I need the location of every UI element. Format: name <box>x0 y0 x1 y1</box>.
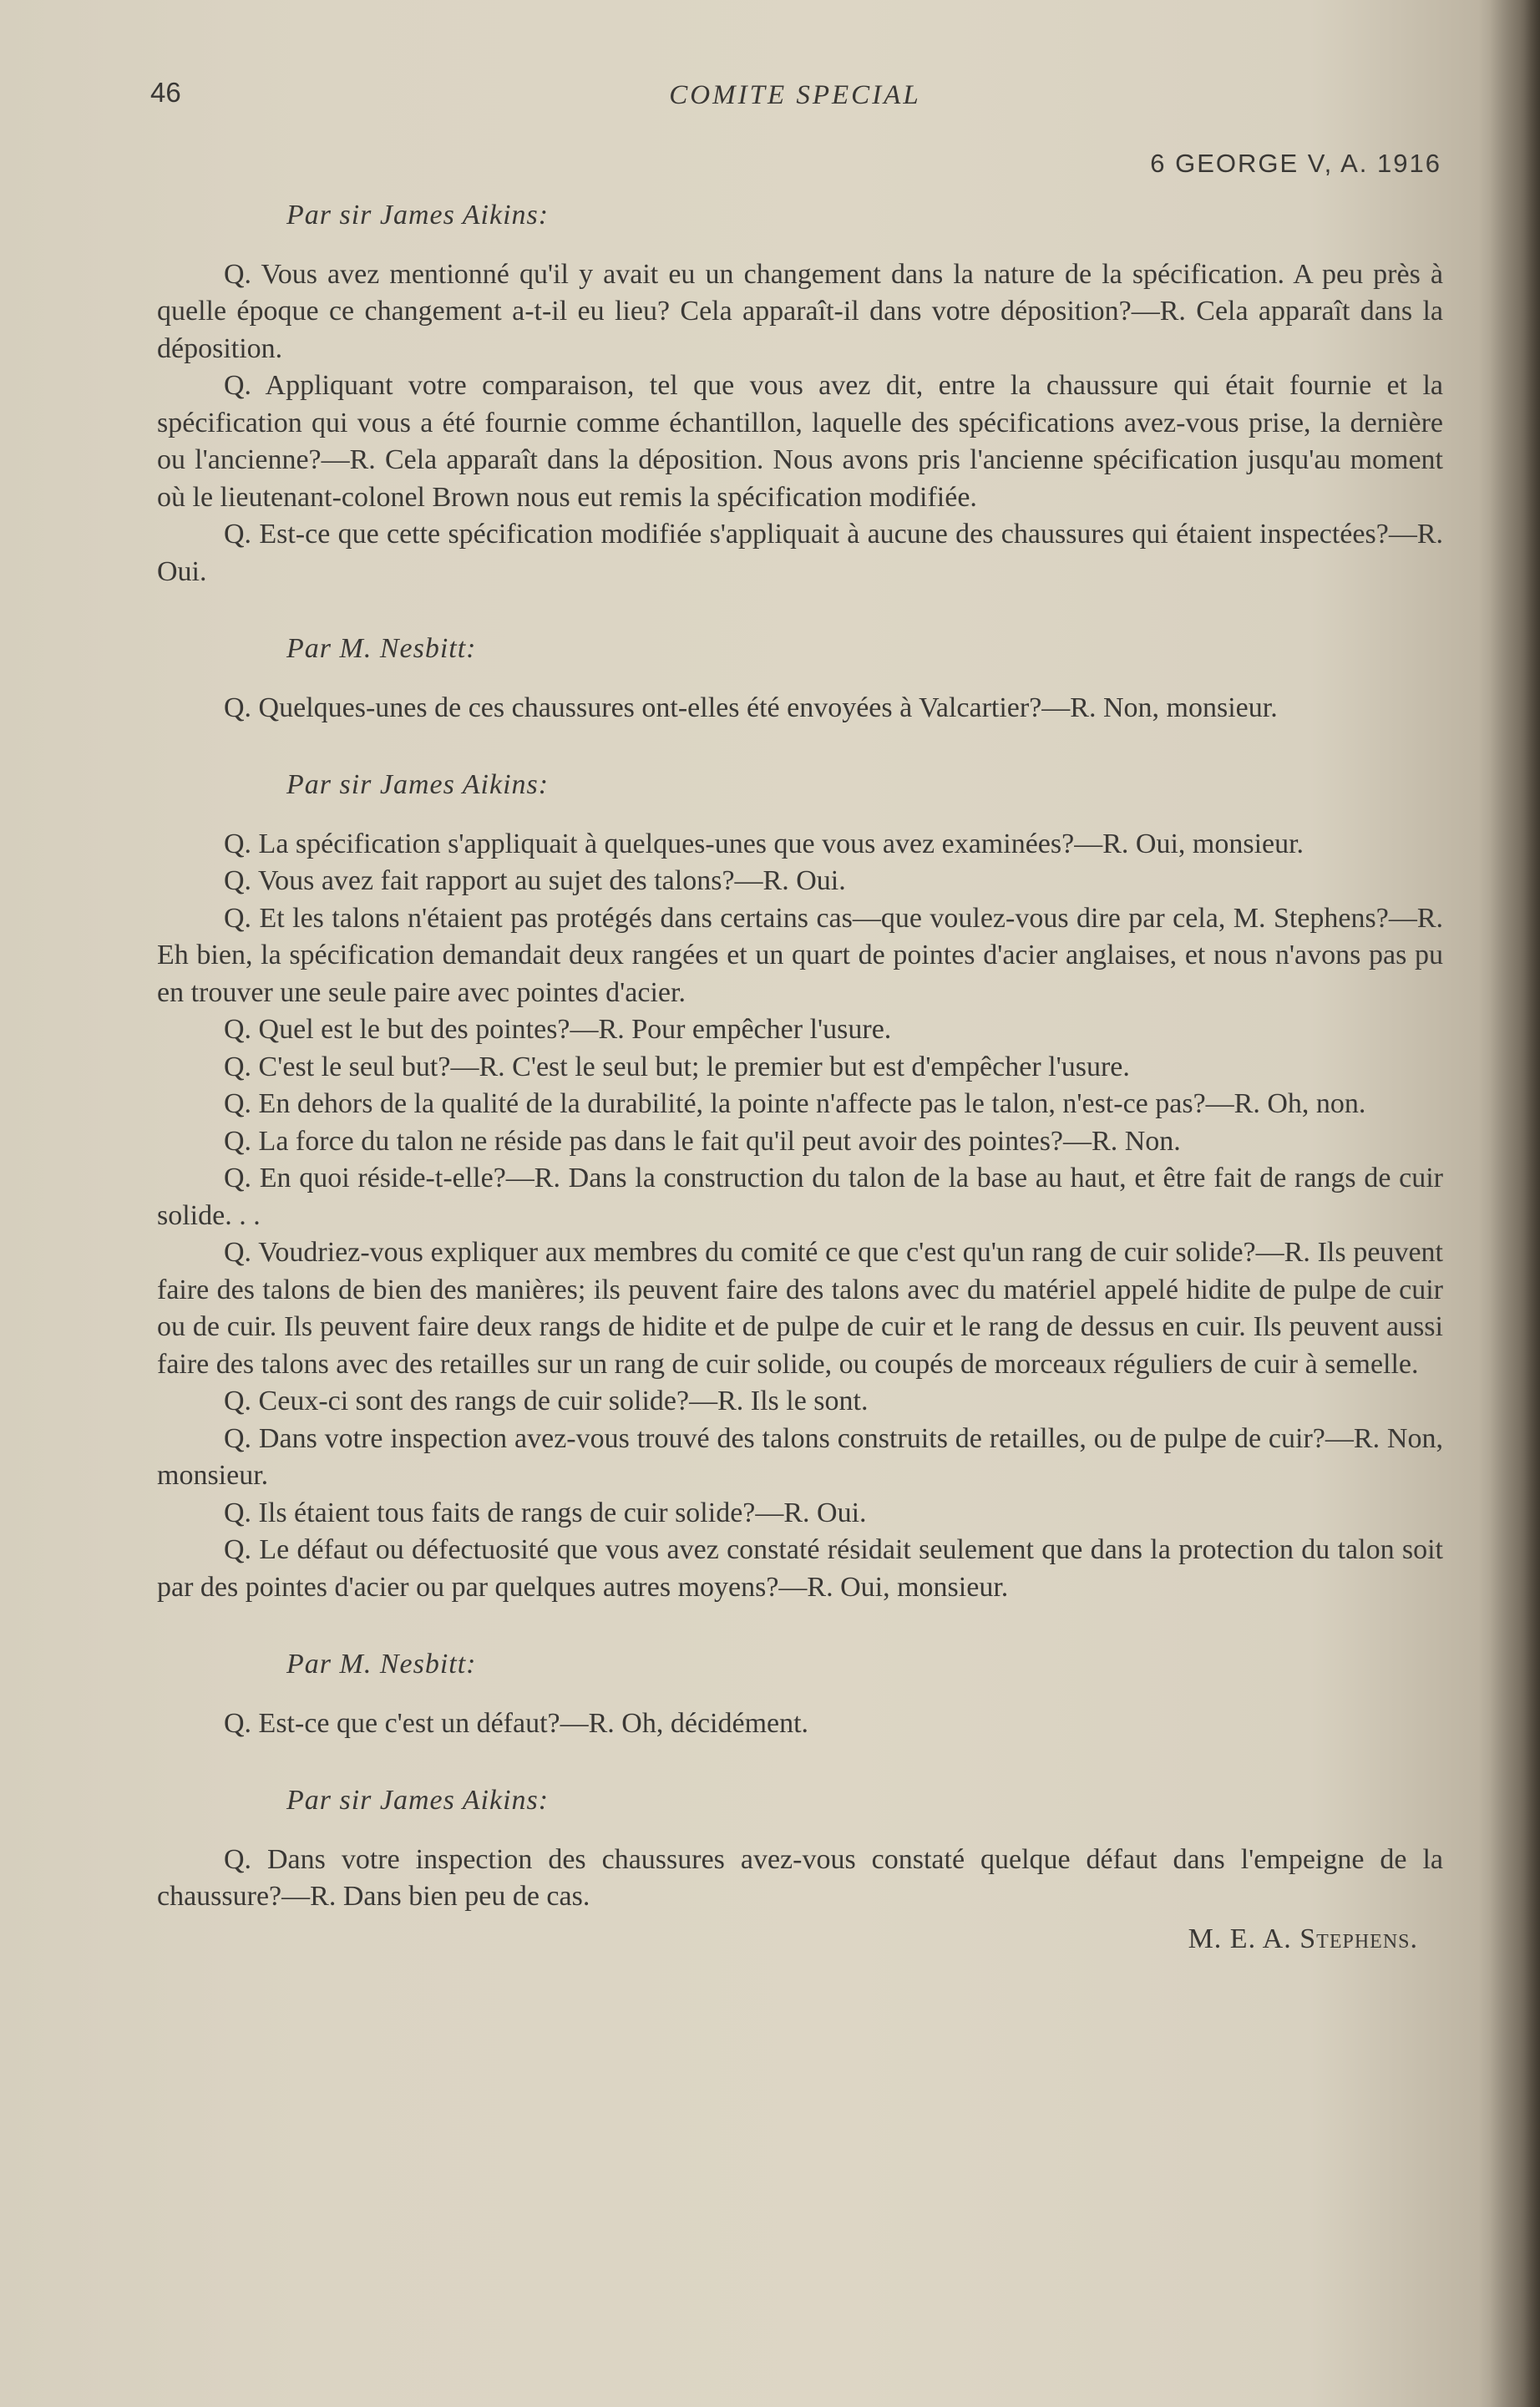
question-answer: Q. Dans votre inspection des chaussures avez-vous constaté quelque défaut dans l'empeigne de la chaussure?—R. Dans bien peu de cas. <box>157 1843 1443 1912</box>
section-5 <box>157 1782 1443 1916</box>
question-answer: Q. La spécification s'appliquait à quelques-unes que vous avez examinées?—R. Oui, monsieur. <box>224 828 1304 859</box>
speaker-heading: Par sir James Aikins: <box>286 1785 550 1816</box>
section-3 <box>157 767 1443 1606</box>
question-answer: Q. Ceux-ci sont des rangs de cuir solide?—R. Ils le sont. <box>224 1386 869 1416</box>
speaker-heading: Par M. Nesbitt: <box>286 633 477 664</box>
session-reference: 6 GEORGE V, A. 1916 <box>1150 149 1441 178</box>
section-4 <box>157 1646 1443 1742</box>
question-answer: Q. La force du talon ne réside pas dans le fait qu'il peut avoir des pointes?—R. Non. <box>224 1125 1181 1157</box>
section-1 <box>157 197 1443 590</box>
question-answer: Q. Dans votre inspection avez-vous trouvé des talons construits de retailles, ou de pulpe de cuir?—R. Non, monsieur. <box>157 1422 1443 1491</box>
section-2 <box>157 631 1443 727</box>
question-answer: Q. Est-ce que cette spécification modifiée s'appliquait à aucune des chaussures qui étaient inspectées?—R. Oui. <box>157 519 1443 587</box>
running-head: COMITE SPECIAL <box>669 80 921 110</box>
question-answer: Q. Le défaut ou défectuosité que vous avez constaté résidait seulement que dans la protection du talon soit par des pointes d'acier ou par quelques autres moyens?—R. Oui, monsieur. <box>157 1534 1443 1603</box>
signature-name: Stephens. <box>1299 1923 1418 1954</box>
signature-initials: M. E. A. <box>1188 1923 1292 1954</box>
speaker-heading: Par sir James Aikins: <box>286 769 550 800</box>
question-answer: Q. Appliquant votre comparaison, tel que vous avez dit, entre la chaussure qui était fournie et la spécification qui vous a été fournie comme échantillon, laquelle des spécifications avez-vous prise, la dernière ou l'ancienne?—R. Cela apparaît dans la déposition. Nous avons pris l'ancienne spécification jusqu'au moment où le lieutenant-colonel Brown nous eut remis la spécification modifiée. <box>157 370 1443 513</box>
question-answer: Q. Quel est le but des pointes?—R. Pour empêcher l'usure. <box>224 1014 892 1045</box>
speaker-heading: Par M. Nesbitt: <box>286 1649 477 1680</box>
question-answer: Q. Est-ce que c'est un défaut?—R. Oh, décidément. <box>224 1707 809 1739</box>
question-answer: Q. Vous avez fait rapport au sujet des talons?—R. Oui. <box>224 865 846 896</box>
question-answer: Q. Vous avez mentionné qu'il y avait eu un changement dans la nature de la spécification. A peu près à quelle époque ce changement a-t-il eu lieu? Cela apparaît-il dans votre déposition?—R. Cela apparaît dans la déposition. <box>157 258 1443 364</box>
question-answer: Q. En quoi réside-t-elle?—R. Dans la construction du talon de la base au haut, et être fait de rangs de cuir solide. . . <box>157 1163 1443 1231</box>
witness-signature <box>157 1921 1443 1959</box>
binding-shadow <box>1490 0 1540 2407</box>
question-answer: Q. En dehors de la qualité de la durabilité, la pointe n'affecte pas le talon, n'est-ce pas?—R. Oh, non. <box>224 1088 1366 1119</box>
speaker-heading: Par sir James Aikins: <box>286 200 550 231</box>
question-answer: Q. Et les talons n'étaient pas protégés dans certains cas—que voulez-vous dire par cela, M. Stephens?—R. Eh bien, la spécification demandait deux rangées et un quart de pointes d'acier anglaises, et nous n'avons pas pu en trouver une seule paire avec pointes d'acier. <box>157 902 1443 1008</box>
question-answer: Q. C'est le seul but?—R. C'est le seul but; le premier but est d'empêcher l'usure. <box>224 1051 1130 1082</box>
question-answer: Q. Ils étaient tous faits de rangs de cuir solide?—R. Oui. <box>224 1497 867 1528</box>
page-number: 46 <box>150 77 181 108</box>
question-answer: Q. Voudriez-vous expliquer aux membres du comité ce que c'est qu'un rang de cuir solide?—R. Ils peuvent faire des talons de bien des manières; ils peuvent faire des talons avec du matériel appelé hidite de pulpe de cuir ou de cuir. Ils peuvent faire deux rangs de hidite et de pulpe de cuir et le rang de dessus en cuir. Ils peuvent aussi faire des talons avec des retailles sur un rang de cuir solide, ou coupés de morceaux réguliers de cuir à semelle. <box>157 1237 1443 1380</box>
question-answer: Q. Quelques-unes de ces chaussures ont-elles été envoyées à Valcartier?—R. Non, monsieur. <box>224 692 1278 723</box>
testimony-body <box>157 197 1443 1958</box>
